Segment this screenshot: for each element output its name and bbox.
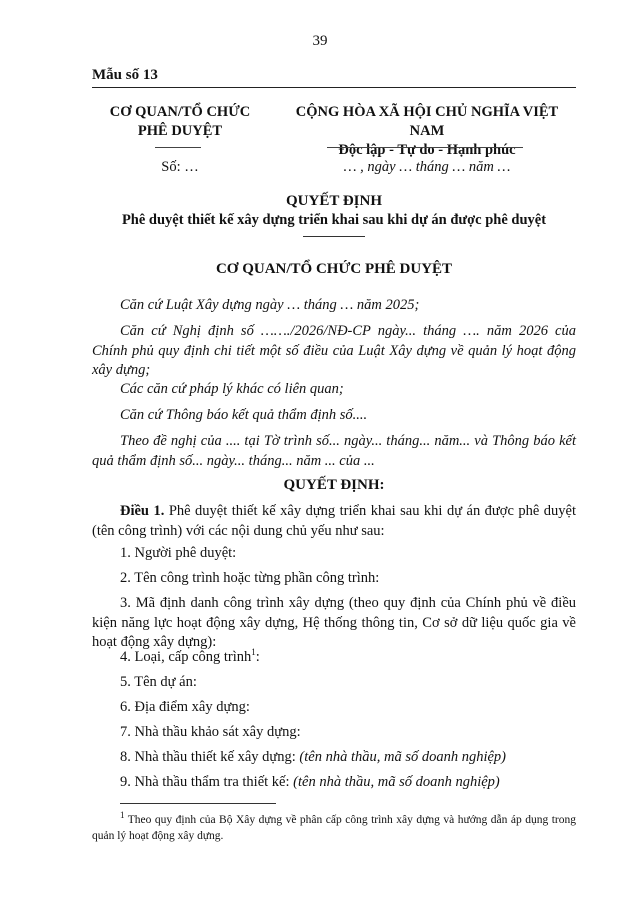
item-1: 1. Người phê duyệt: — [120, 545, 237, 561]
national-motto — [278, 103, 576, 160]
page-number: 39 — [312, 33, 328, 49]
item-6: 6. Địa điểm xây dựng: — [120, 699, 250, 715]
subtitle-underline — [303, 236, 365, 237]
footnote-separator — [120, 803, 276, 804]
legal-basis-4: Căn cứ Thông báo kết quả thẩm định số.... — [120, 407, 368, 423]
motto: Độc lập - Tự do - Hạnh phúc — [338, 142, 516, 158]
footnote-mark: 1 — [120, 810, 125, 821]
agency-heading: CƠ QUAN/TỔ CHỨC PHÊ DUYỆT — [215, 261, 453, 277]
issuing-agency — [92, 103, 268, 141]
article-1-text: Phê duyệt thiết kế xây dựng triển khai sau khi dự án được phê duyệt (tên công trình) với các nội dung chủ yếu như sau: — [92, 503, 576, 539]
issuing-agency-line2: PHÊ DUYỆT — [137, 123, 223, 139]
article-1 — [92, 502, 576, 541]
legal-basis-3: Các căn cứ pháp lý khác có liên quan; — [120, 381, 344, 397]
legal-basis-5: Theo đề nghị của .... tại Tờ trình số... ngày... tháng... năm... và Thông báo kết quả thẩm định số... ngày... tháng... năm ... của ... — [92, 433, 576, 469]
decision-heading: QUYẾT ĐỊNH: — [283, 477, 385, 493]
item-9: 9. Nhà thầu thẩm tra thiết kế: (tên nhà thầu, mã số doanh nghiệp) — [120, 774, 500, 790]
item-7: 7. Nhà thầu khảo sát xây dựng: — [120, 724, 301, 740]
header-rule — [92, 87, 576, 88]
legal-basis-2: Căn cứ Nghị định số ……./2026/NĐ-CP ngày... tháng …. năm 2026 của Chính phủ quy định chi tiết một số điều của Luật Xây dựng về quản lý hoạt động xây dựng; — [92, 323, 576, 378]
document-subtitle: Phê duyệt thiết kế xây dựng triển khai sau khi dự án được phê duyệt — [121, 212, 547, 228]
state-name: CỘNG HÒA XÃ HỘI CHỦ NGHĨA VIỆT NAM — [295, 104, 559, 139]
footnote-text: Theo quy định của Bộ Xây dựng về phân cấp công trình xây dựng và hướng dẫn áp dụng trong quản lý hoạt động xây dựng. — [92, 814, 576, 842]
footnote — [92, 812, 576, 844]
item-2: 2. Tên công trình hoặc từng phần công trình: — [120, 570, 380, 586]
item-8: 8. Nhà thầu thiết kế xây dựng: (tên nhà thầu, mã số doanh nghiệp) — [120, 749, 507, 765]
document-number: Số: … — [161, 159, 199, 175]
item-5: 5. Tên dự án: — [120, 674, 197, 690]
item-4: 4. Loại, cấp công trình$^1$: — [120, 647, 260, 665]
form-label: Mẫu số 13 — [92, 67, 158, 83]
item-3: 3. Mã định danh công trình xây dựng (theo quy định của Chính phủ về điều kiện năng lực hoạt động xây dựng, Hệ thống thông tin, Cơ sở dữ liệu quốc gia về hoạt động xây dựng): — [92, 595, 576, 650]
issuing-agency-line1: CƠ QUAN/TỔ CHỨC — [109, 104, 251, 120]
document-date: … , ngày … tháng … năm … — [343, 159, 511, 175]
legal-basis-1: Căn cứ Luật Xây dựng ngày … tháng … năm 2025; — [120, 297, 420, 313]
footnote-ref[interactable]: 1 — [251, 647, 256, 658]
article-1-label: Điều 1. — [120, 503, 165, 519]
document-title: QUYẾT ĐỊNH — [286, 193, 382, 209]
motto-underline — [327, 147, 523, 148]
agency-underline — [155, 147, 201, 148]
